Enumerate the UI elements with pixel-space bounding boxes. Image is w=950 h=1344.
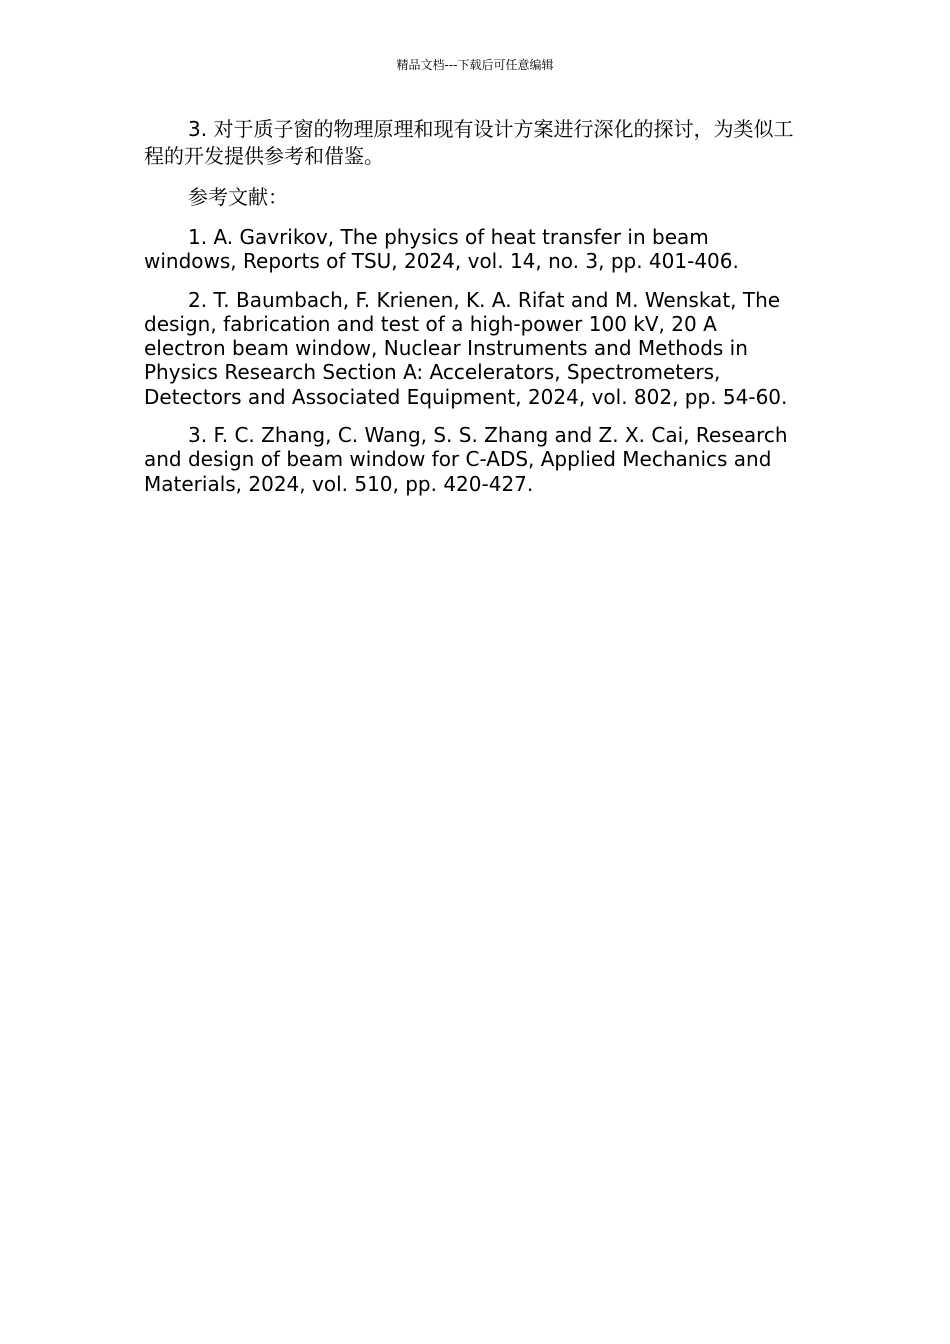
reference-item-3: 3. F. C. Zhang, C. Wang, S. S. Zhang and Z. X. Cai, Research and design of beam window for C-ADS, Applied Mechanics and Materials, 2024, vol. 510, pp. 420-427. <box>144 423 788 496</box>
reference-item-2: 2. T. Baumbach, F. Krienen, K. A. Rifat and M. Wenskat, The design, fabrication and test of a high-power 100 kV, 20 A electron beam window, Nuclear Instruments and Methods in Physics Research Section A: Accelerators, Spectrometers, Detectors and Associated Equipment, 2024, vol. 802, pp. 54-60. <box>144 287 788 409</box>
intro-list-item: 3. 对于质子窗的物理原理和现有设计方案进行深化的探讨，为类似工程的开发提供参考和借鉴。 <box>144 117 794 168</box>
document-body <box>144 116 804 510</box>
reference-item-1: 1. A. Gavrikov, The physics of heat transfer in beam windows, Reports of TSU, 2024, vol. 14, no. 3, pp. 401-406. <box>144 225 739 274</box>
page-header: 精品文档---下载后可任意编辑 <box>396 58 554 72</box>
references-heading: 参考文献： <box>188 185 288 209</box>
